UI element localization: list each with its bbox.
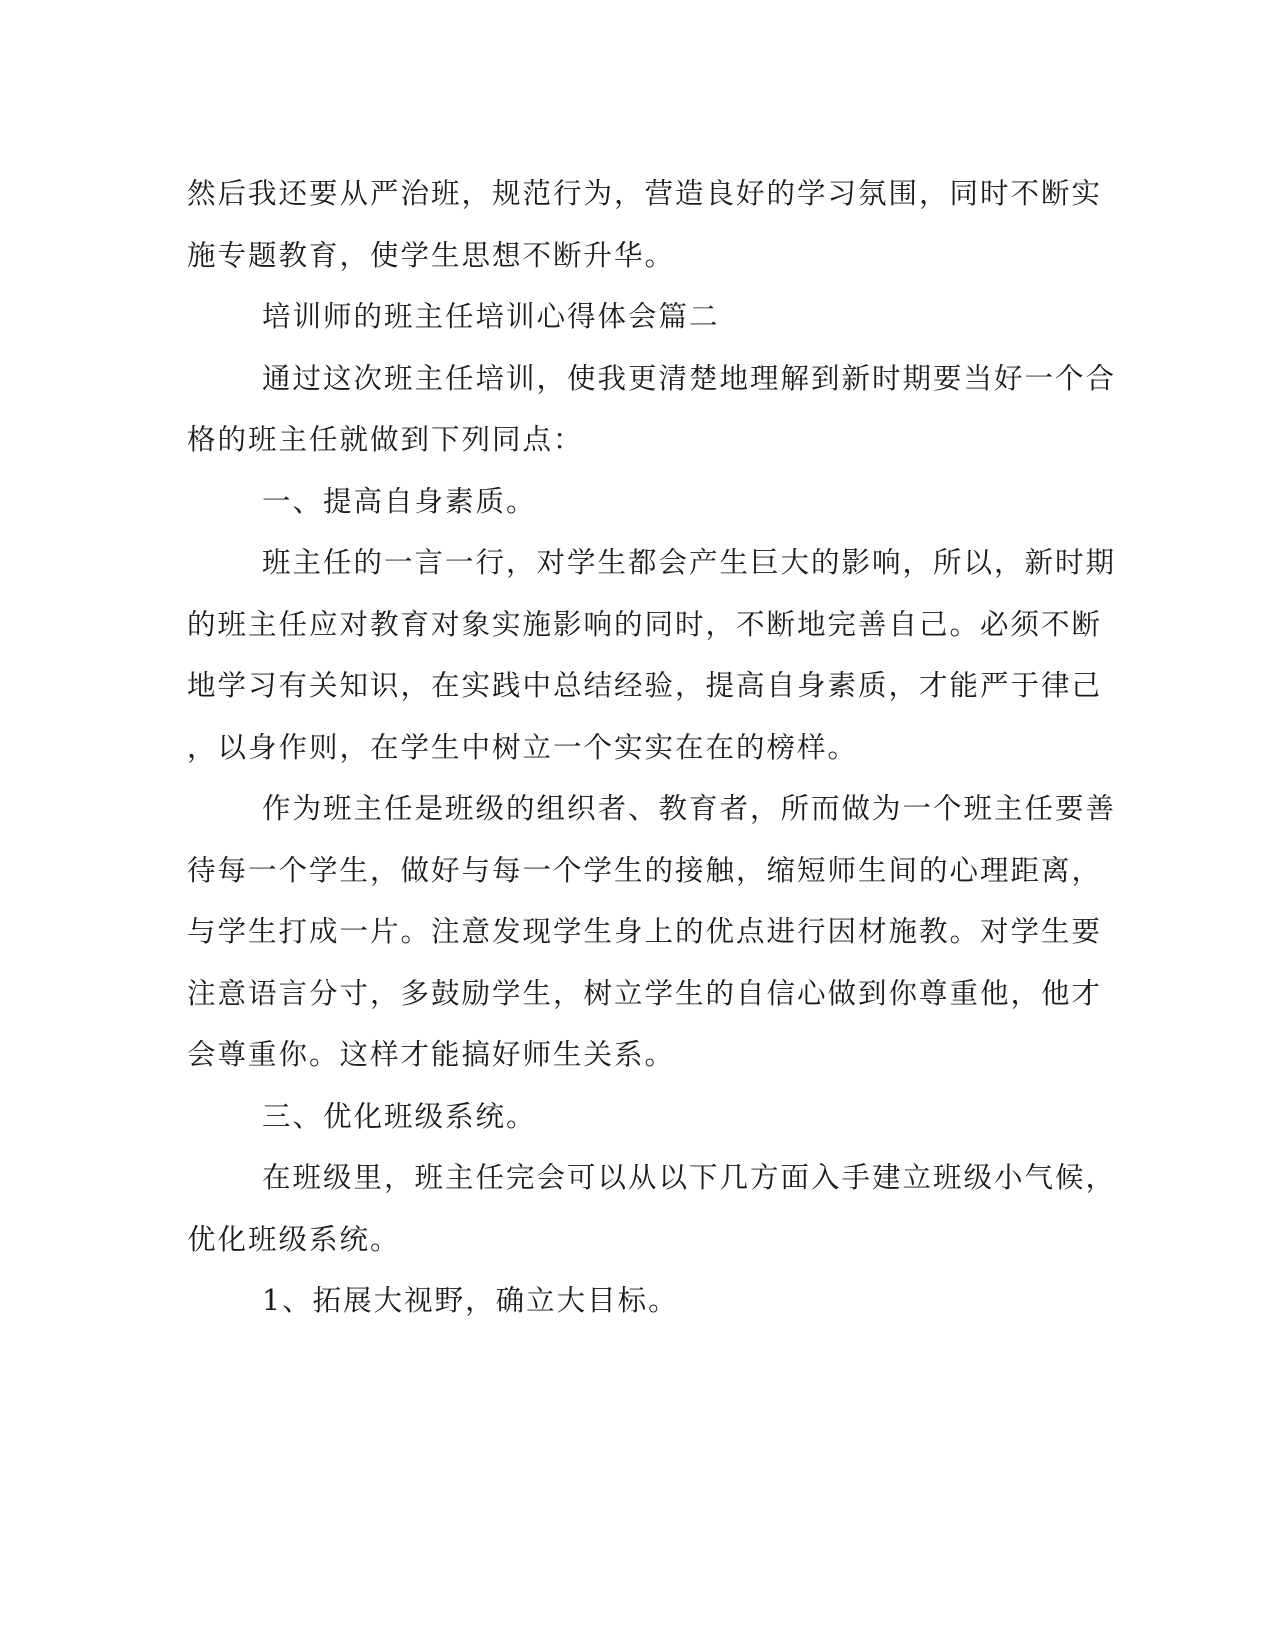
heading-item: 三、优化班级系统。 [262, 1099, 537, 1133]
section-title: 培训师的班主任培训心得体会篇二 [262, 300, 720, 333]
text-line: 优化班级系统。 [187, 1222, 401, 1256]
paragraph-start: 班主任的一言一行，对学生都会产生巨大的影响，所以，新时期 [262, 546, 1117, 579]
text-line: 会尊重你。这样才能搞好师生关系。 [187, 1038, 676, 1071]
list-item: 1、拓展大视野，确立大目标。 [262, 1284, 679, 1317]
paragraph-start: 通过这次班主任培训，使我更清楚地理解到新时期要当好一个合 [262, 361, 1117, 395]
body-text [187, 163, 1117, 1332]
text-line: 地学习有关知识，在实践中总结经验，提高自身素质，才能严于律己 [187, 669, 1103, 702]
paragraph-start: 在班级里，班主任完会可以从以下几方面入手建立班级小气候， [262, 1161, 1117, 1194]
text-line: 格的班主任就做到下列同点： [187, 423, 584, 456]
heading-item: 一、提高自身素质。 [262, 484, 537, 518]
paragraph-start: 作为班主任是班级的组织者、教育者，所而做为一个班主任要善 [262, 792, 1117, 825]
text-line: 的班主任应对教育对象实施影响的同时，不断地完善自己。必须不断 [187, 607, 1103, 641]
text-line: 待每一个学生，做好与每一个学生的接触，缩短师生间的心理距离， [187, 853, 1103, 887]
text-line: 然后我还要从严治班，规范行为，营造良好的学习氛围，同时不断实 [187, 177, 1103, 210]
text-line: ，以身作则，在学生中树立一个实实在在的榜样。 [187, 730, 859, 764]
text-line: 与学生打成一片。注意发现学生身上的优点进行因材施教。对学生要 [187, 915, 1103, 948]
text-line: 施专题教育，使学生思想不断升华。 [187, 238, 676, 272]
text-line: 注意语言分寸，多鼓励学生，树立学生的自信心做到你尊重他，他才 [187, 976, 1103, 1010]
